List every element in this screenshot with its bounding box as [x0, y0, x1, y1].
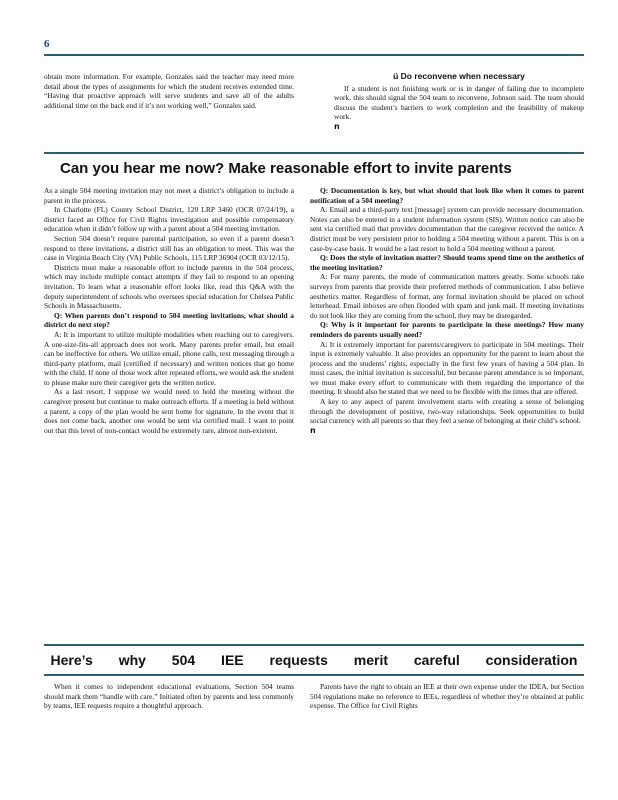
paragraph: A: Email and a third-party text [message] system can provide necessary documentation. Notes can also be entered in a student information system (SIS). Written notice can also be sent via certified mail that provides documentation that the caregiver received the notice. A district must be very persistent prior to holding a 504 meeting without a parent. This is on a case-by-case basis. It would be a last resort to hold a 504 meeting without a parent.: [310, 205, 584, 253]
section-rule: [44, 674, 584, 676]
question: Q: Why is it important for parents to participate in these meetings? How many reminders do parents usually need?: [310, 320, 584, 339]
section-rule: [44, 644, 584, 646]
question: Q: Does the style of invitation matter? Should teams spend time on the aesthetics of the meeting invitation?: [310, 253, 584, 272]
paragraph: A: It is important to utilize multiple modalities when reaching out to caregivers. A one-size-fits-all approach does not work. Many parents prefer email, but email can be ineffective for others. We utilize email, phone calls, text messaging through a third-party platform, mail (certified if necessary) and written notices that go home with the child. If none of those work after repeated efforts, we would ask the student to please make sure their caregiver gets the written notice.: [44, 329, 294, 387]
article-title: Can you hear me now? Make reasonable effort to invite parents: [60, 160, 512, 177]
paragraph: When it comes to independent educational evaluations, Section 504 teams should mark them “handle with care.” Initiated often by parents and less commonly by teams, IEE requests require a thoughtful approach.: [44, 682, 294, 711]
question: Q: Documentation is key, but what should that look like when it comes to parent notification of a 504 meeting?: [310, 186, 584, 205]
paragraph: A: For many parents, the mode of communication matters greatly. Some schools take surveys from parents that provide their preferred methods of communication. I also believe aesthetics matter. Regardless of format, any formal invitation should be placed on school letterhead. Email inboxes are often flooded with spam and junk mail. If meeting invitations do not look like they are coming from the school, they may be disregarded.: [310, 272, 584, 320]
article-right-column: [310, 186, 584, 435]
page-number: 6: [44, 38, 50, 50]
paragraph: As a single 504 meeting invitation may not meet a district’s obligation to include a parent in the process.: [44, 186, 294, 205]
paragraph: In Charlotte (FL) County School District, 120 LRP 3460 (OCR 07/24/19), a district faced an Office for Civil Rights investigation and possible compensatory education when it didn’t follow up with a parent about a 504 meeting invitation.: [44, 205, 294, 234]
end-mark: n: [310, 425, 316, 435]
paragraph: Districts must make a reasonable effort to include parents in the 504 process, which may include multiple contact attempts if they fail to respond to an opening invitation. To learn what a reasonable effort looks like, read this Q&A with the deputy superintendent of schools who oversees special education for Chelsea Public Schools in Massachusetts.: [44, 262, 294, 311]
article-right-column: [310, 682, 584, 711]
top-rule: [44, 54, 584, 56]
paragraph: A: It is extremely important for parents/caregivers to participate in 504 meetings. Their input is extremely valuable. It also provides an opportunity for the parent to learn about the process and the students’ rights, especially in the first few years of having a 504 plan. In most cases, the initial invitation is successful, but because parent attendance is so important, we must make every effort to communicate with them regarding the importance of the meeting. It should also be stated that we need to be flexible with the times that are offered.: [310, 339, 584, 397]
article-left-column: [44, 682, 294, 711]
article-title: Here’s why 504 IEE requests merit careful consideration: [50, 652, 578, 668]
end-mark: n: [334, 121, 340, 131]
paragraph: Section 504 doesn’t require parental participation, so even if a parent doesn’t respond to three invitations, a district still has an obligation to meet. This was the case in Virginia Beach City (VA) Public Schools, 115 LRP 36904 (OCR 03/12/15).: [44, 233, 294, 263]
section-rule: [44, 152, 584, 154]
paragraph: Parents have the right to obtain an IEE at their own expense under the IDEA, but Section 504 regulations make no reference to IEEs, regardless of whether they’re obtained at public expense. The Office for Civil Rights: [310, 682, 584, 711]
top-left-column: [44, 72, 294, 110]
top-right-column: [334, 72, 584, 132]
paragraph: If a student is not finishing work or is in danger of failing due to incomplete work, this should signal the 504 team to reconvene, Johnson said. The team should discuss the student’s barriers to work completion and the feasibility of makeup work.: [334, 83, 584, 122]
paragraph: obtain more information. For example, Gonzales said the teacher may need more detail about the types of assignments for which the student receives extended time. “Having that proactive approach will serve students and save all of the adults additional time on the back end if it’s not working well,” Gonzales said.: [44, 72, 294, 110]
paragraph: A key to any aspect of parent involvement starts with creating a sense of belonging through the development of positive, two-way relationships. Seek opportunities to build social currency with all parents so that they feel a sense of belonging at their child’s school.: [310, 397, 584, 426]
tip-heading: ü Do reconvene when necessary: [393, 71, 525, 81]
question: Q: When parents don’t respond to 504 meeting invitations, what should a district do next step?: [44, 310, 294, 330]
article-left-column: [44, 186, 294, 435]
paragraph: As a last resort, I suppose we would need to hold the meeting without the caregiver present but continue to make outreach efforts. If a meeting is held without a parent, a copy of the plan would be sent home for signature. In the event that it does not come back, another one would be sent via certified mail. I want to point out that this level of non-contact would be extremely rare, almost non-existent.: [44, 387, 294, 435]
